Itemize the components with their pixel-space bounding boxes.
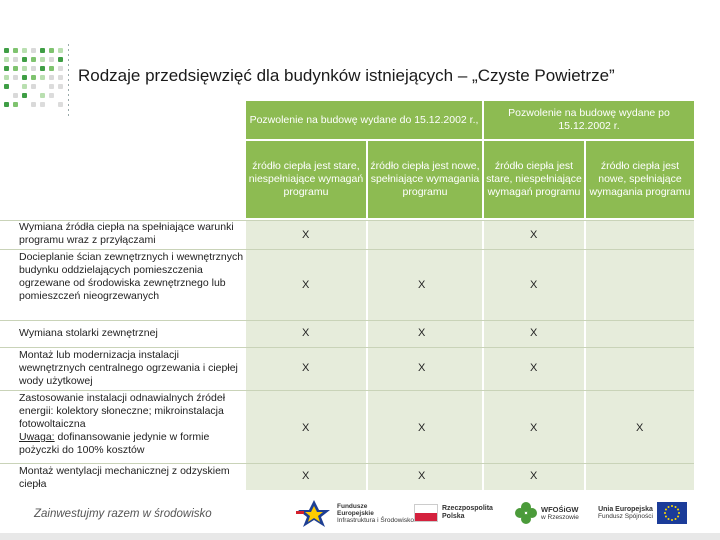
decorative-dot bbox=[40, 93, 45, 98]
decorative-dot bbox=[22, 48, 27, 53]
decorative-dot-pattern bbox=[0, 44, 72, 114]
row-label-main: Zastosowanie instalacji odnawialnych źródeł energii: kolektory słoneczne; mikroinstalacja fotowoltaiczna bbox=[19, 392, 226, 430]
cell-col3: X bbox=[530, 362, 538, 374]
row-label bbox=[19, 392, 247, 457]
cell-col3: X bbox=[530, 422, 538, 434]
fe-star-icon bbox=[294, 498, 334, 528]
decorative-dot bbox=[58, 84, 63, 89]
cell-col1: X bbox=[302, 327, 310, 339]
rp-line1: Rzeczpospolita bbox=[442, 505, 493, 512]
clover-icon bbox=[514, 501, 538, 525]
decorative-dot bbox=[58, 48, 63, 53]
decorative-dot bbox=[31, 48, 36, 53]
row-label: Docieplanie ścian zewnętrznych i wewnętrznych budynku oddzielających pomieszczenia ogrzewane od środowiska zewnętrznego lub pomieszczeń nieogrzewanych bbox=[19, 251, 244, 302]
page-title: Rodzaje przedsięwzięć dla budynków istniejących – „Czyste Powietrze” bbox=[78, 66, 615, 85]
cell-col3: X bbox=[530, 229, 538, 241]
decorative-dot bbox=[49, 84, 54, 89]
eu-star bbox=[677, 516, 679, 518]
decorative-dot bbox=[58, 102, 63, 107]
decorative-dot bbox=[58, 66, 63, 71]
eu-star bbox=[664, 512, 666, 514]
table-row bbox=[0, 347, 694, 390]
logo-fundusze-europejskie bbox=[294, 496, 414, 530]
decorative-dot bbox=[49, 57, 54, 62]
cell-col1: X bbox=[302, 470, 310, 482]
wf-name: WFOŚiGW bbox=[541, 504, 579, 514]
decorative-dot bbox=[40, 102, 45, 107]
decorative-dot bbox=[4, 57, 9, 62]
row-label: Montaż lub modernizacja instalacji wewnętrznych centralnego ogrzewania i ciepłej wody użytkowej bbox=[19, 349, 238, 387]
decorative-dot bbox=[22, 84, 27, 89]
fe-line2: Europejskie bbox=[337, 509, 374, 517]
table-row bbox=[0, 220, 694, 249]
decorative-dot bbox=[4, 84, 9, 89]
decorative-dot bbox=[40, 66, 45, 71]
ue-line2: Fundusz Spójności bbox=[598, 513, 653, 520]
cell-col1: X bbox=[302, 279, 310, 291]
header-col1: źródło ciepła jest stare, niespełniające wymagań programu bbox=[246, 141, 366, 218]
decorative-dot bbox=[31, 66, 36, 71]
eu-star bbox=[674, 518, 676, 520]
decorative-dot bbox=[49, 93, 54, 98]
cell-col3: X bbox=[530, 279, 538, 291]
eu-star bbox=[667, 518, 669, 520]
decorative-dot bbox=[40, 48, 45, 53]
footer-slogan: Zainwestujmy razem w środowisko bbox=[34, 508, 212, 520]
eu-star bbox=[667, 506, 669, 508]
decorative-dot bbox=[31, 75, 36, 80]
decorative-dot bbox=[22, 57, 27, 62]
header-col4: źródło ciepła jest nowe, spełniające wymagania programu bbox=[586, 141, 694, 218]
decorative-dot bbox=[58, 57, 63, 62]
decorative-dot bbox=[4, 48, 9, 53]
header-col3: źródło ciepła jest stare, niespełniające wymagań programu bbox=[484, 141, 584, 218]
decorative-dot bbox=[4, 102, 9, 107]
decorative-dot bbox=[49, 75, 54, 80]
rp-line2: Polska bbox=[442, 513, 465, 520]
eu-star bbox=[671, 505, 673, 507]
decorative-dot bbox=[4, 75, 9, 80]
table-row bbox=[0, 390, 694, 463]
eu-star bbox=[678, 512, 680, 514]
decorative-dot bbox=[31, 57, 36, 62]
table-row bbox=[0, 320, 694, 347]
header-col2: źródło ciepła jest nowe, spełniające wymagania programu bbox=[368, 141, 482, 218]
cell-col2: X bbox=[418, 362, 426, 374]
decorative-dot bbox=[13, 102, 18, 107]
eu-star bbox=[677, 509, 679, 511]
cell-col2: X bbox=[418, 470, 426, 482]
decorative-dot bbox=[22, 66, 27, 71]
polish-flag-icon bbox=[414, 504, 438, 522]
wf-sub: w Rzeszowie bbox=[541, 513, 579, 521]
cell-col2: X bbox=[418, 422, 426, 434]
bottom-bar bbox=[0, 533, 720, 540]
table-row bbox=[0, 463, 694, 491]
decorative-dot bbox=[13, 48, 18, 53]
table-row bbox=[0, 249, 694, 320]
cell-col3: X bbox=[530, 327, 538, 339]
decorative-dot bbox=[40, 57, 45, 62]
decorative-dot bbox=[49, 48, 54, 53]
decorative-dot bbox=[40, 75, 45, 80]
row-label: Montaż wentylacji mechanicznej z odzyskiem ciepła bbox=[19, 465, 230, 490]
logo-unia-europejska bbox=[598, 496, 687, 530]
row-label: Wymiana źródła ciepła na spełniające warunki programu wraz z przyłączami bbox=[19, 221, 234, 246]
logo-wfosigw bbox=[514, 496, 579, 530]
decorative-dot bbox=[31, 84, 36, 89]
decorative-dot bbox=[13, 66, 18, 71]
decorative-dot bbox=[49, 66, 54, 71]
eu-star bbox=[674, 506, 676, 508]
cell-col1: X bbox=[302, 229, 310, 241]
cell-col2: X bbox=[418, 327, 426, 339]
eu-star bbox=[665, 509, 667, 511]
decorative-dot bbox=[13, 93, 18, 98]
fe-line1: Fundusze bbox=[337, 502, 368, 510]
header-group-after-2002: Pozwolenie na budowę wydane po 15.12.2002 r. bbox=[484, 101, 694, 139]
row-label: Wymiana stolarki zewnętrznej bbox=[19, 327, 158, 339]
decorative-dot bbox=[22, 93, 27, 98]
cell-col4: X bbox=[636, 422, 644, 434]
logo-rzeczpospolita bbox=[414, 496, 493, 530]
cell-col1: X bbox=[302, 362, 310, 374]
row-label-note-prefix: Uwaga: bbox=[19, 431, 55, 443]
decorative-dot bbox=[4, 66, 9, 71]
fe-line3: Infrastruktura i Środowisko bbox=[337, 516, 414, 524]
eu-flag-icon bbox=[657, 502, 687, 524]
row-label-note: dofinansowanie jedynie w formie pożyczki do 100% kosztów bbox=[19, 431, 210, 456]
decorative-dot bbox=[13, 57, 18, 62]
ue-line1: Unia Europejska bbox=[598, 506, 653, 513]
eu-star bbox=[671, 519, 673, 521]
decorative-dot bbox=[31, 102, 36, 107]
cell-col2: X bbox=[418, 279, 426, 291]
decorative-dot bbox=[13, 75, 18, 80]
cell-col1: X bbox=[302, 422, 310, 434]
decorative-dot bbox=[58, 75, 63, 80]
divider bbox=[68, 44, 69, 116]
cell-col3: X bbox=[530, 470, 538, 482]
eu-star bbox=[665, 516, 667, 518]
header-group-before-2002: Pozwolenie na budowę wydane do 15.12.2002 r., bbox=[246, 101, 482, 139]
decorative-dot bbox=[22, 75, 27, 80]
